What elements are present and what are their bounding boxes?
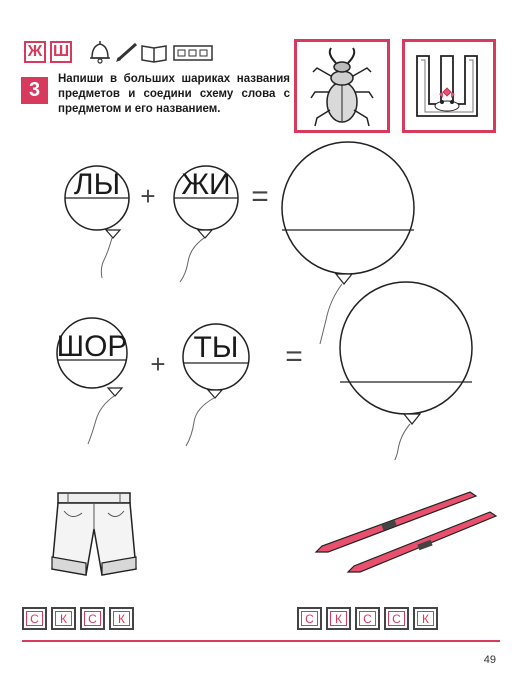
plus-sign-1: +: [140, 181, 156, 211]
answer-balloon-2: [340, 282, 472, 460]
pencil-icon: [116, 44, 136, 62]
balloon-shor-label: ШОР: [56, 330, 128, 363]
scheme2-cell-4: [384, 607, 409, 630]
page-number: 49: [483, 654, 496, 666]
skis-illustration: [310, 486, 500, 576]
scheme1-cell-2-letter: К: [55, 611, 72, 626]
balloon-ty: [183, 324, 249, 446]
scheme1-cell-1: [22, 607, 47, 630]
scheme2-cell-1-letter: С: [301, 611, 318, 626]
balloon-zhi-label: ЖИ: [181, 168, 231, 201]
letter-sh-picture-frame: [402, 39, 496, 133]
equals-sign-2: =: [285, 340, 303, 373]
word-scheme-1: [22, 607, 138, 630]
scheme1-cell-4-letter: К: [113, 611, 130, 626]
header-icons: [88, 38, 218, 64]
balloon-shor: [57, 318, 128, 444]
letter-zh-box: Ж: [24, 41, 46, 63]
book-icon: [142, 46, 166, 62]
scheme2-cell-3-letter: С: [359, 611, 376, 626]
scheme1-cell-4: [109, 607, 134, 630]
plus-sign-2: +: [150, 349, 166, 379]
task-instruction: Напиши в больших шариках названия предметов и соедини схему слова с предметом и его названием.: [58, 73, 290, 115]
bell-icon: [90, 41, 110, 63]
scheme1-cell-1-letter: С: [26, 611, 43, 626]
scheme2-cell-2-letter: К: [330, 611, 347, 626]
letter-sh-box: Ш: [50, 41, 72, 63]
syllable-squares-icon: [174, 46, 212, 60]
beetle-illustration: [297, 42, 387, 130]
beetle-picture-frame: [294, 39, 390, 133]
task-number: 3: [21, 77, 48, 104]
shorts-illustration: [46, 487, 146, 587]
scheme2-cell-2: [326, 607, 351, 630]
word-scheme-2: [297, 607, 442, 630]
bottom-rule: [22, 640, 500, 642]
balloon-ly: [65, 166, 129, 278]
balloon-equations: [0, 130, 532, 460]
scheme2-cell-5-letter: К: [417, 611, 434, 626]
letter-sh-mouse-illustration: [405, 42, 493, 130]
scheme1-cell-2: [51, 607, 76, 630]
scheme2-cell-3: [355, 607, 380, 630]
balloon-ty-label: ТЫ: [193, 331, 239, 364]
balloon-zhi: [174, 166, 238, 282]
scheme2-cell-4-letter: С: [388, 611, 405, 626]
scheme2-cell-1: [297, 607, 322, 630]
equals-sign-1: =: [251, 180, 269, 213]
scheme1-cell-3-letter: С: [84, 611, 101, 626]
scheme2-cell-5: [413, 607, 438, 630]
scheme1-cell-3: [80, 607, 105, 630]
balloon-ly-label: ЛЫ: [73, 168, 121, 201]
